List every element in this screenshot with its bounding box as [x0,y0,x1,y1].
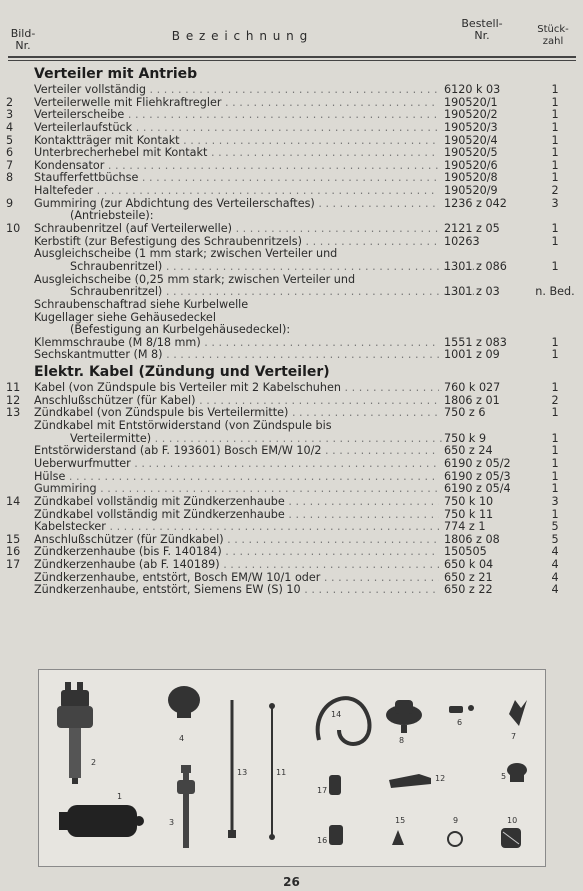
row-quantity: 3 [551,196,559,210]
parts-illustration [38,669,546,867]
fig-label-13: 13 [237,768,248,777]
contact-carrier-part [507,763,527,782]
row-description: Zündkerzenhaube (ab F. 140189) . . . [34,559,439,572]
section-title: Verteiler mit Antrieb [34,66,198,82]
row-quantity: 1 [551,469,559,483]
row-order-number: 6190 z 05/4 [444,482,511,496]
row-bild-nr: 9 [6,196,14,210]
row-bild-nr: 17 [6,558,21,572]
row-order-number: 6120 k 03 [444,83,501,96]
row-quantity: 1 [551,444,559,458]
row-order-number: 650 z 22 [444,583,493,597]
row-description: Klemmschraube (M 8/18 mm) . . . [34,337,439,350]
header-bild-nr: Bild- Nr. [10,27,36,52]
row-description: Verteiler vollständig . . . [34,84,439,97]
row-quantity: 1 [551,120,559,134]
row-quantity: 5 [551,532,559,546]
header-rule-thick [8,56,576,58]
row-quantity: 2 [551,393,559,407]
terminal-protector-15-part [392,830,404,845]
row-order-number: 1551 z 083 [444,335,507,349]
table-row [0,84,583,97]
fig-label-17: 17 [317,786,328,795]
row-bild-nr: 15 [6,532,21,546]
row-order-number: 190520/4 [444,133,498,147]
row-bild-nr: 11 [6,381,21,395]
row-description: Kabel (von Zündspule bis Verteiler mit 2 Kabelschuhen . . . [34,382,439,395]
row-bild-nr: 3 [6,108,14,122]
fig-label-10: 10 [507,816,518,825]
row-description: Schraubenritzel) . . . [70,261,475,274]
row-bild-nr: 16 [6,545,21,559]
row-quantity: n. Bed. [535,285,575,299]
row-description: Kabelstecker . . . [34,521,439,534]
row-quantity: 1 [551,171,559,185]
row-description: Anschlußschützer (für Zündkabel) . . . [34,534,439,547]
row-description: Staufferfettbüchse . . . [34,172,439,185]
row-quantity: 4 [551,558,559,572]
table-row [0,236,583,249]
row-bild-nr: 5 [6,133,14,147]
row-quantity: 1 [551,95,559,109]
row-quantity: 1 [551,146,559,160]
row-order-number: 190520/5 [444,146,498,160]
table-row [0,147,583,160]
row-quantity: 4 [551,545,559,559]
row-quantity: 1 [551,108,559,122]
row-order-number: 1301 z 03 [444,285,500,299]
ignition-coil-part [59,805,144,837]
table-row [0,324,583,337]
row-order-number: 1236 z 042 [444,196,507,210]
row-description: Zündkerzenhaube, entstört, Bosch EM/W 10/1 oder . . . [34,572,439,585]
row-order-number: 150505 [444,545,487,559]
row-description: Schraubenritzel) . . . [70,286,475,299]
row-order-number: 650 z 24 [444,444,493,458]
header-bezeichnung: B e z e i c h n u n g [171,29,309,43]
fig-label-14: 14 [331,710,342,719]
header-rule-thin [8,60,576,61]
fig-label-11: 11 [276,768,287,777]
section-heading [0,64,583,84]
table-row [0,349,583,362]
row-quantity: 5 [551,520,559,534]
row-order-number: 6190 z 05/3 [444,469,511,483]
table-row [0,496,583,509]
row-description: Kerbstift (zur Befestigung des Schraubenritzels) . . . [34,236,439,249]
row-quantity: 1 [551,335,559,349]
row-description: Verteilermitte) . . . [70,433,475,446]
fig-label-4: 4 [179,734,185,743]
row-bild-nr: 8 [6,171,14,185]
row-description: Schraubenschaftrad siehe Kurbelwelle [34,298,249,311]
row-quantity: 1 [551,482,559,496]
row-order-number: 1806 z 08 [444,532,500,546]
fig-label-12: 12 [435,774,446,783]
row-description: Sechskantmutter (M 8) . . . [34,349,439,362]
parts-drawing [39,670,545,866]
row-order-number: 1001 z 09 [444,348,500,362]
header-stueckzahl: Stück- zahl [537,24,569,47]
table-row [0,261,583,274]
row-quantity: 1 [551,222,559,236]
row-quantity: 1 [551,381,559,395]
row-description: Zündkerzenhaube (bis F. 140184) . . . [34,546,439,559]
row-description: Ausgleichscheibe (0,25 mm stark; zwischen Verteiler und [34,273,356,286]
page-number: 26 [283,875,300,889]
row-description: Verteilerwelle mit Fliehkraftregler . . . [34,97,439,110]
table-row [0,483,583,496]
row-bild-nr: 2 [6,95,14,109]
row-quantity: 1 [551,406,559,420]
row-order-number: 760 k 027 [444,381,501,395]
table-row [0,395,583,408]
fig-label-7: 7 [511,732,517,741]
row-bild-nr: 6 [6,146,14,160]
row-order-number: 190520/9 [444,184,498,198]
fig-label-16: 16 [317,836,328,845]
row-quantity: 1 [551,234,559,248]
row-description: Zündkabel vollständig mit Zündkerzenhaube . . . [34,509,439,522]
table-row [0,433,583,446]
row-description: (Antriebsteile): [70,210,154,223]
row-quantity: 1 [551,456,559,470]
row-order-number: 750 k 11 [444,507,494,521]
row-bild-nr: 7 [6,158,14,172]
table-row [0,458,583,471]
row-quantity: 1 [551,259,559,273]
row-order-number: 750 z 6 [444,406,486,420]
table-row [0,198,583,211]
row-description: (Befestigung an Kurbelgehäusedeckel): [70,324,291,337]
row-order-number: 1301 z 086 [444,259,507,273]
fig-label-3: 3 [169,818,175,827]
row-order-number: 190520/8 [444,171,498,185]
table-row [0,584,583,597]
row-description: Zündkabel vollständig mit Zündkerzenhaube . . . [34,496,439,509]
table-row [0,546,583,559]
row-order-number: 750 k 10 [444,494,494,508]
table-row [0,185,583,198]
row-description: Verteilerscheibe . . . [34,109,439,122]
fig-label-8: 8 [399,736,405,745]
row-description: Zündkabel (von Zündspule bis Verteilermitte) . . . [34,407,439,420]
table-row [0,312,583,325]
row-description: Ueberwurfmutter . . . [34,458,439,471]
section-title: Elektr. Kabel (Zündung und Verteiler) [34,364,330,381]
row-order-number: 774 z 1 [444,520,486,534]
row-description: Hülse . . . [34,471,439,484]
spark-plug-cap-17-part [329,775,341,795]
fig-label-6: 6 [457,718,463,727]
row-description: Entstörwiderstand (ab F. 193601) Bosch EM/W 10/2 . . . [34,445,439,458]
row-order-number: 10263 [444,234,480,248]
distributor-shaft-part [177,765,195,848]
row-quantity: 4 [551,570,559,584]
fig-label-15: 15 [395,816,406,825]
row-quantity: 1 [551,348,559,362]
table-row [0,407,583,420]
table-row [0,420,583,433]
header-bestell-nr: Bestell- Nr. [461,17,503,42]
row-bild-nr: 4 [6,120,14,134]
row-bild-nr: 10 [6,222,21,236]
row-order-number: 190520/3 [444,120,498,134]
row-description: Kondensator . . . [34,160,439,173]
row-description: Kontaktträger mit Kontakt . . . [34,135,439,148]
rubber-ring-part [448,832,462,846]
table-row [0,521,583,534]
spark-plug-cap-16-part [329,825,343,845]
row-description: Zündkabel mit Entstörwiderstand (von Zündspule bis [34,420,332,433]
row-order-number: 190520/1 [444,95,498,109]
fig-label-2: 2 [91,758,97,767]
row-description: Haltefeder . . . [34,185,439,198]
row-description: Zündkerzenhaube, entstört, Siemens EW (S) 10 . . . [34,584,439,597]
table-row [0,223,583,236]
row-order-number: 750 k 9 [444,431,487,445]
row-quantity: 1 [551,133,559,147]
distributor-part [57,682,93,784]
row-order-number: 6190 z 05/2 [444,456,511,470]
helical-gear-part [501,828,521,848]
table-row [0,382,583,395]
row-description: Anschlußschützer (für Kabel) . . . [34,395,439,408]
row-quantity: 2 [551,184,559,198]
row-order-number: 190520/6 [444,158,498,172]
row-order-number: 1806 z 01 [444,393,500,407]
table-row [0,509,583,522]
row-description: Ausgleichscheibe (1 mm stark; zwischen Verteiler und [34,248,338,261]
row-order-number: 650 z 21 [444,570,493,584]
table-row [0,534,583,547]
row-quantity: 4 [551,583,559,597]
row-description: Unterbrecherhebel mit Kontakt . . . [34,147,439,160]
table-header [0,0,583,62]
row-order-number: 2121 z 05 [444,222,500,236]
row-quantity: 1 [551,507,559,521]
condenser-part [509,700,527,726]
row-description: Gummiring (zur Abdichtung des Verteilerschaftes) . . . [34,198,439,211]
fig-label-9: 9 [453,816,459,825]
row-quantity: 1 [551,431,559,445]
fig-label-5: 5 [501,772,507,781]
coiled-cable-14-part [318,698,370,744]
row-quantity: 1 [551,158,559,172]
row-bild-nr: 12 [6,393,21,407]
row-bild-nr: 13 [6,406,21,420]
row-description: Gummiring . . . [34,483,439,496]
row-description: Kugellager siehe Gehäusedeckel [34,311,216,324]
row-bild-nr: 14 [6,494,21,508]
table-row [0,299,583,312]
connector-12-part [389,774,431,788]
row-quantity: 1 [551,83,559,96]
row-description: Verteilerlaufstück . . . [34,122,439,135]
parts-list [0,64,583,597]
table-row [0,122,583,135]
grease-cup-part [386,700,422,733]
fig-label-1: 1 [117,792,123,801]
section-heading [0,362,583,382]
table-row [0,572,583,585]
table-row [0,286,583,299]
breaker-arm-part [449,705,474,713]
row-order-number: 190520/2 [444,108,498,122]
distributor-cap-part [168,686,200,718]
table-row [0,559,583,572]
row-quantity: 3 [551,494,559,508]
row-description: Schraubenritzel (auf Verteilerwelle) . . . [34,223,439,236]
row-order-number: 650 k 04 [444,558,494,572]
